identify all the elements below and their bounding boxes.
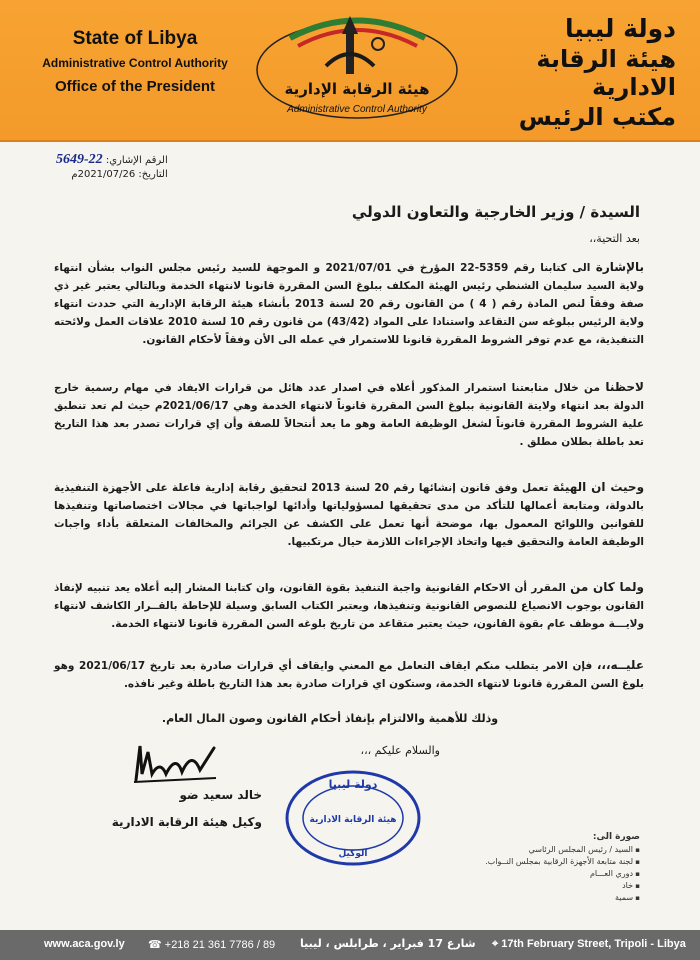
location-icon: ⌖ [492, 938, 499, 950]
letter-date: 2021/07/26م [71, 169, 136, 180]
street-address-en [492, 938, 686, 951]
cc-item: ▪ دوري العـــام [420, 869, 640, 881]
paragraph-1 [54, 258, 644, 349]
signatory-name: خالد سعيد ضو [179, 788, 262, 802]
paragraph-3-text: تعمل وفق قانون إنشائها رقم 20 لسنة 2013 لتحقيق رقابة إدارية فاعلة على الأجهزة التنفيذية بالدولة، ومتابعة أعمالها للتأكد من مدى تحقيقها لمسؤولياتها وأدائها لواجباتها في مجالات اختصاصاتها وتنفيذها للقوانين واللوائح المعمول بها، موضحة أنها تعمل على الكشف عن الجرائم والمخالفات المتعلقة بأداء واجبات الوظيفة العامة والتحقيق فيها واتخاذ الإجراءات اللازمة حيال مرتكبيها. [54, 482, 644, 548]
logo-text-en: Administrative Control Authority [287, 104, 427, 115]
letter-meta [56, 152, 168, 186]
cc-item: ▪ خاد [420, 881, 640, 893]
authority-name-en: Administrative Control Authority [42, 56, 228, 70]
paragraph-2-text: من خلال متابعتنا استمرار المذكور أعلاه في اصدار عدد هائل من قرارات الايفاد في مهام رسمية خارج الدولة بعد انتهاء ولايتة القانونية ببلوغ السن المقررة قانوناً لانتهاء الخدمة وهي 2021/06/17م حيث لم تعد تنطبق علية الشروط المقررة قانوناً لشغل الوظيفة العامة وهو ما يعد أنتحالاً للصفة وأن إي قرارات تصدر بعد هذا التاريخ تعد باطلة بطلان مطلق . [54, 382, 644, 448]
paragraph-2 [54, 378, 644, 451]
website-link[interactable]: www.aca.gov.ly [44, 938, 125, 950]
phone-icon: ☎ [148, 939, 162, 951]
country-name-en: State of Libya [72, 28, 198, 49]
letterhead-arabic [476, 14, 676, 131]
seal-bottom-text: الوكيل [338, 849, 368, 859]
cc-list [420, 832, 640, 905]
cc-item: ▪ لجنة متابعة الأجهزة الرقابية بمجلس النــواب. [420, 857, 640, 869]
closing-line: وذلك للأهمية والالتزام بإنفاذ أحكام القانون وصون المال العام. [161, 712, 499, 725]
phone-text: +218 21 361 7786 / 89 [164, 939, 276, 951]
cc-item: ▪ السيد / رئيس المجلس الرئاسي [420, 845, 640, 857]
date-label: التاريخ: [138, 169, 168, 180]
paragraph-3-lead: وحيث ان الهيئة [552, 480, 645, 494]
letter-footer [0, 930, 700, 960]
paragraph-2-lead: لاحظنا [605, 380, 644, 394]
logo-text-ar: هيئة الرقابة الإدارية [284, 80, 430, 98]
greeting: بعد التحية،، [589, 232, 640, 245]
salutation: والسلام عليكم ،،، [360, 744, 440, 757]
paragraph-4-lead: ولما كان من [570, 580, 645, 594]
ref-label: الرقم الإشاري: [105, 155, 168, 166]
cc-item: ▪ سمية [420, 893, 640, 905]
street-address-ar: شارع 17 فبراير ، طرابلس ، ليبيا [300, 937, 476, 950]
office-name-ar: مكتب الرئيس [518, 103, 676, 131]
country-name-ar: دولة ليبيا [564, 14, 676, 43]
paragraph-5 [54, 656, 644, 693]
authority-logo [250, 8, 465, 133]
phone-number [148, 938, 275, 951]
paragraph-4 [54, 578, 644, 633]
handwritten-signature [130, 740, 220, 788]
letterhead-english [30, 28, 240, 95]
recipient-line: السيدة / وزير الخارجية والتعاون الدولي [351, 203, 640, 221]
letterhead [0, 0, 700, 142]
seal-top-text: دولة ليبيا [328, 778, 378, 791]
paragraph-5-lead: عليــه،،، [596, 658, 645, 672]
paragraph-1-lead: بالإشارة [595, 260, 645, 274]
paragraph-4-text: المقرر أن الاحكام القانونية واجبة التنفيذ بقوة القانون، وان كتابنا المشار إليه أعلاه يعد تنبيه لإنفاذ القانون بوجوب الانصياع للنصوص القانونية وتنفيذها، ويعتبر الكتاب السابق وسيلة للإحاطة بالقــرار الكاشف لانتهاء ولايـــة موظف عام بقوة القانون، حيث يعتبر متقاعد من تاريخ بلوغه السن المقررة قانونا لانتهاء الخدمة. [54, 582, 644, 630]
paragraph-3 [54, 478, 644, 551]
ref-number: 22-5649 [56, 152, 103, 167]
office-name-en: Office of the President [54, 78, 216, 95]
authority-name-ar: هيئة الرقابة الادارية [536, 45, 676, 101]
street-text-en: 17th February Street, Tripoli - Libya [501, 938, 686, 950]
official-seal [283, 768, 423, 868]
cc-label: صورة الى: [592, 832, 640, 842]
paragraph-1-text: الى كتابنا رقم 5359-22 المؤرخ في 2021/07/01 و الموجهة للسيد رئيس مجلس النواب بشأن انتهاء ولاية السيد سليمان الشنطي رئيس الهيئة المكلف ببلوغ السن المقررة قانونا لانتهاء الخدمة وبالتالي يعتبر غير ذي صفة وفقاً لنص المادة رقم ( 4 ) من القانون رقم 20 لسنة 2013 بأنشاء هيئة الرقابة الإدارية التي حددت انتهاء ولاية الرئيس ببلوغه سن التقاعد واستنادا على المواد (43/42) من قانون رقم 10 لسنة 2010 علاقات العمل ولائحته التنفيذية، مع عدم توفر الشروط المقررة قانونا للاستمرار في عمله الى الأن وفقاً لأحكام القانون. [54, 262, 645, 346]
signatory-title: وكيل هيئة الرقابة الادارية [111, 815, 262, 829]
paragraph-5-text: فإن الامر يتطلب منكم ايقاف التعامل مع المعني وايقاف أي قرارات صادرة بعد تاريخ 2021/06/17 وهو بلوغ السن المقررة قانونا لانتهاء الخدمة، وستكون اي قرارات صادرة بعد هذا التاريخ باطلة وغير نافذه. [54, 660, 644, 690]
seal-inner-text: هيئة الرقابة الادارية [309, 815, 397, 825]
